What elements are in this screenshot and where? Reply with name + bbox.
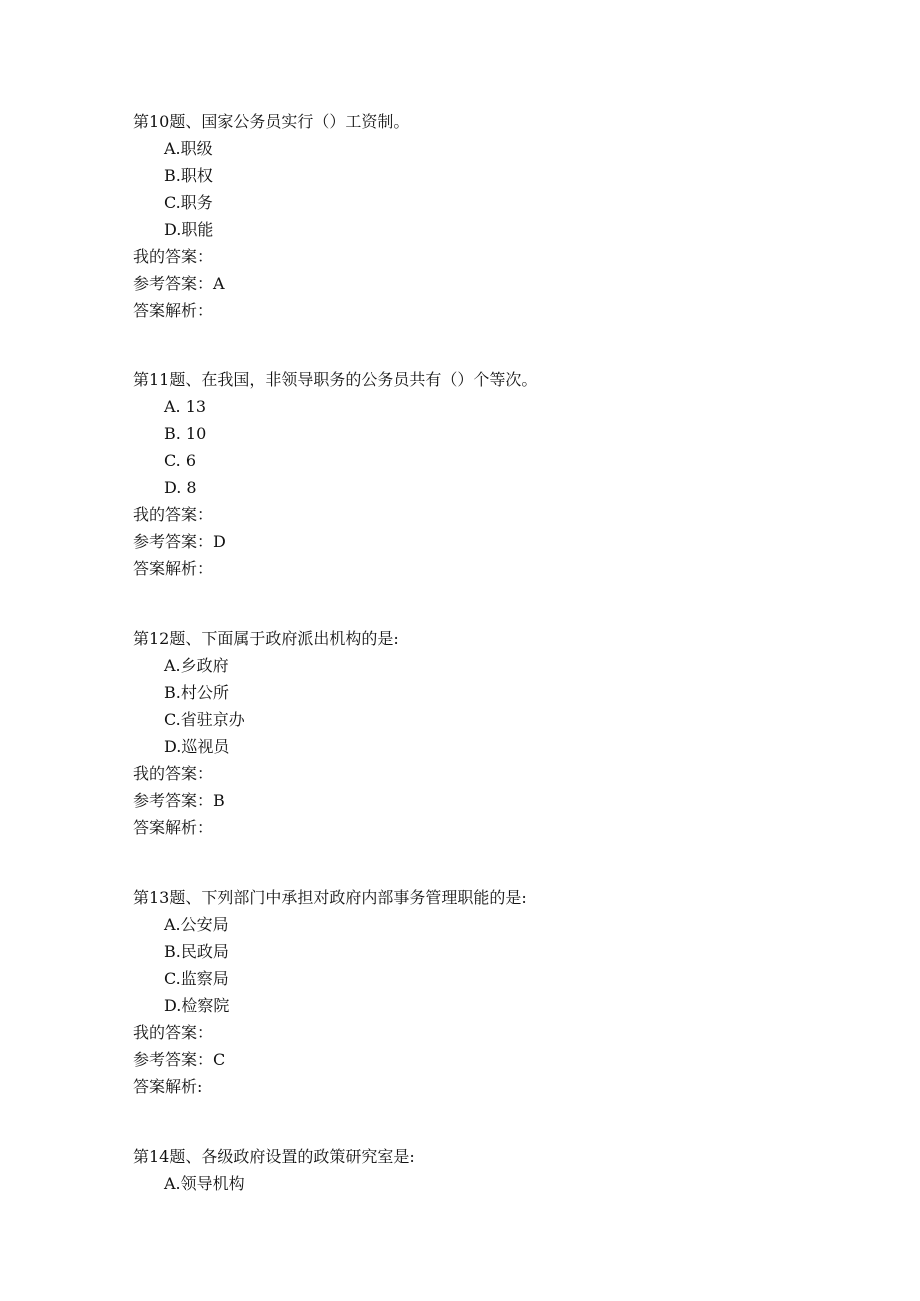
reference-answer: 参考答案：C	[133, 1050, 226, 1069]
option-b: B. 10	[164, 424, 207, 443]
question-stem: 第12题、下面属于政府派出机构的是:	[133, 629, 399, 648]
question-13	[133, 884, 833, 1100]
option-c: C. 6	[164, 451, 197, 470]
option-d: D.检察院	[164, 996, 230, 1015]
reference-answer: 参考答案：B	[133, 791, 225, 810]
option-a: A. 13	[164, 397, 207, 416]
option-a: A.领导机构	[164, 1174, 245, 1193]
question-11	[133, 366, 833, 582]
option-b: B.职权	[164, 166, 213, 185]
option-c: C.省驻京办	[164, 710, 245, 729]
option-d: D. 8	[164, 478, 197, 497]
option-a: A.职级	[164, 139, 213, 158]
reference-answer: 参考答案：D	[133, 532, 226, 551]
answer-analysis: 答案解析:	[133, 1077, 203, 1096]
question-10	[133, 108, 833, 324]
answer-analysis: 答案解析：	[133, 818, 214, 837]
my-answer: 我的答案：	[133, 505, 214, 524]
option-c: C.监察局	[164, 969, 229, 988]
answer-analysis: 答案解析：	[133, 559, 214, 578]
question-stem: 第14题、各级政府设置的政策研究室是:	[133, 1147, 415, 1166]
question-12	[133, 625, 833, 841]
option-d: D.职能	[164, 220, 214, 239]
option-b: B.民政局	[164, 942, 229, 961]
option-a: A.乡政府	[164, 656, 229, 675]
question-14	[133, 1143, 833, 1197]
answer-analysis: 答案解析：	[133, 301, 214, 320]
question-stem: 第13题、下列部门中承担对政府内部事务管理职能的是:	[133, 888, 527, 907]
reference-answer: 参考答案：A	[133, 274, 225, 293]
my-answer: 我的答案：	[133, 1023, 214, 1042]
my-answer: 我的答案：	[133, 247, 214, 266]
option-a: A.公安局	[164, 915, 229, 934]
option-c: C.职务	[164, 193, 213, 212]
my-answer: 我的答案：	[133, 764, 214, 783]
question-stem: 第11题、在我国，非领导职务的公务员共有（）个等次。	[133, 370, 538, 389]
question-stem: 第10题、国家公务员实行（）工资制。	[133, 112, 410, 131]
option-d: D.巡视员	[164, 737, 230, 756]
option-b: B.村公所	[164, 683, 229, 702]
